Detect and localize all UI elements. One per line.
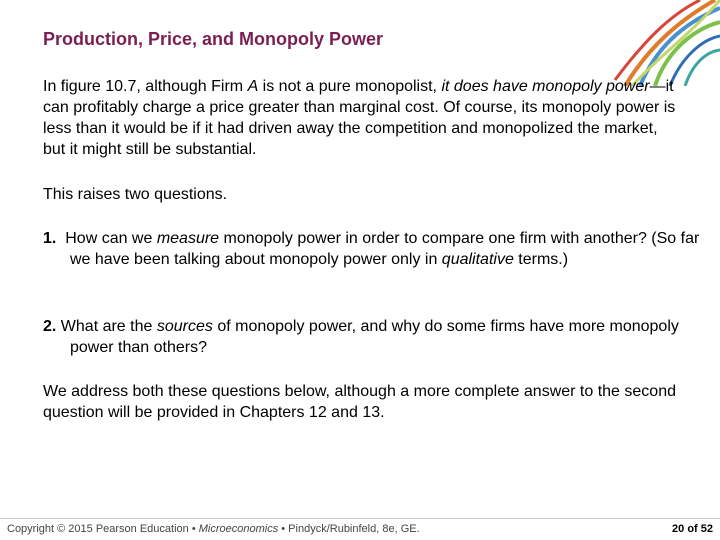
slide-footer (0, 518, 720, 540)
question-2-number: 2. (43, 318, 57, 335)
page-number: 20 of 52 (672, 523, 713, 535)
question-2 (43, 316, 710, 358)
p1-emphasis: it does have monopoly power (441, 78, 650, 95)
question-1-emphasis-measure: measure (156, 230, 220, 247)
decorative-ribbons-graphic (610, 0, 720, 86)
footer-divider (0, 518, 720, 519)
paragraph-two-questions: This raises two questions. (43, 186, 228, 203)
question-2-emphasis-sources: sources (156, 318, 213, 335)
question-2-text-a: What are the (56, 318, 157, 335)
paragraph-monopoly-power (43, 76, 683, 160)
question-1-text-e: terms.) (513, 251, 569, 268)
p1-text-e: —it can profitably charge a price greater than marginal cost. Of course, its monopoly power is less than it would be if it had driven away the competition and monopolized the market, but it might still be substantial. (43, 78, 676, 158)
p1-text-a: In figure 10.7, although Firm (43, 78, 248, 95)
question-1-text-c: monopoly power in order to compare one firm with another? (So far we have been talking about monopoly power only in (70, 230, 700, 268)
question-1-emphasis-qualitative: qualitative (441, 251, 514, 268)
paragraph-address-questions: We address both these questions below, although a more complete answer to the second question will be provided in Chapters 12 and 13. (43, 383, 676, 421)
footer-authors: • Pindyck/Rubinfeld, 8e, GE. (278, 523, 420, 535)
question-1-number: 1. (43, 230, 57, 247)
slide-title: Production, Price, and Monopoly Power (43, 29, 384, 49)
question-1-text-a: How can we (56, 230, 157, 247)
footer-copyright-text: Copyright © 2015 Pearson Education • (7, 523, 199, 535)
p1-firm-letter: A (247, 78, 259, 95)
question-2-text-c: of monopoly power, and why do some firms have more monopoly power than others? (70, 318, 679, 356)
footer-copyright (7, 523, 420, 535)
footer-book-title: Microeconomics (198, 523, 279, 535)
p1-text-c: is not a pure monopolist, (258, 78, 442, 95)
question-1 (43, 228, 710, 270)
